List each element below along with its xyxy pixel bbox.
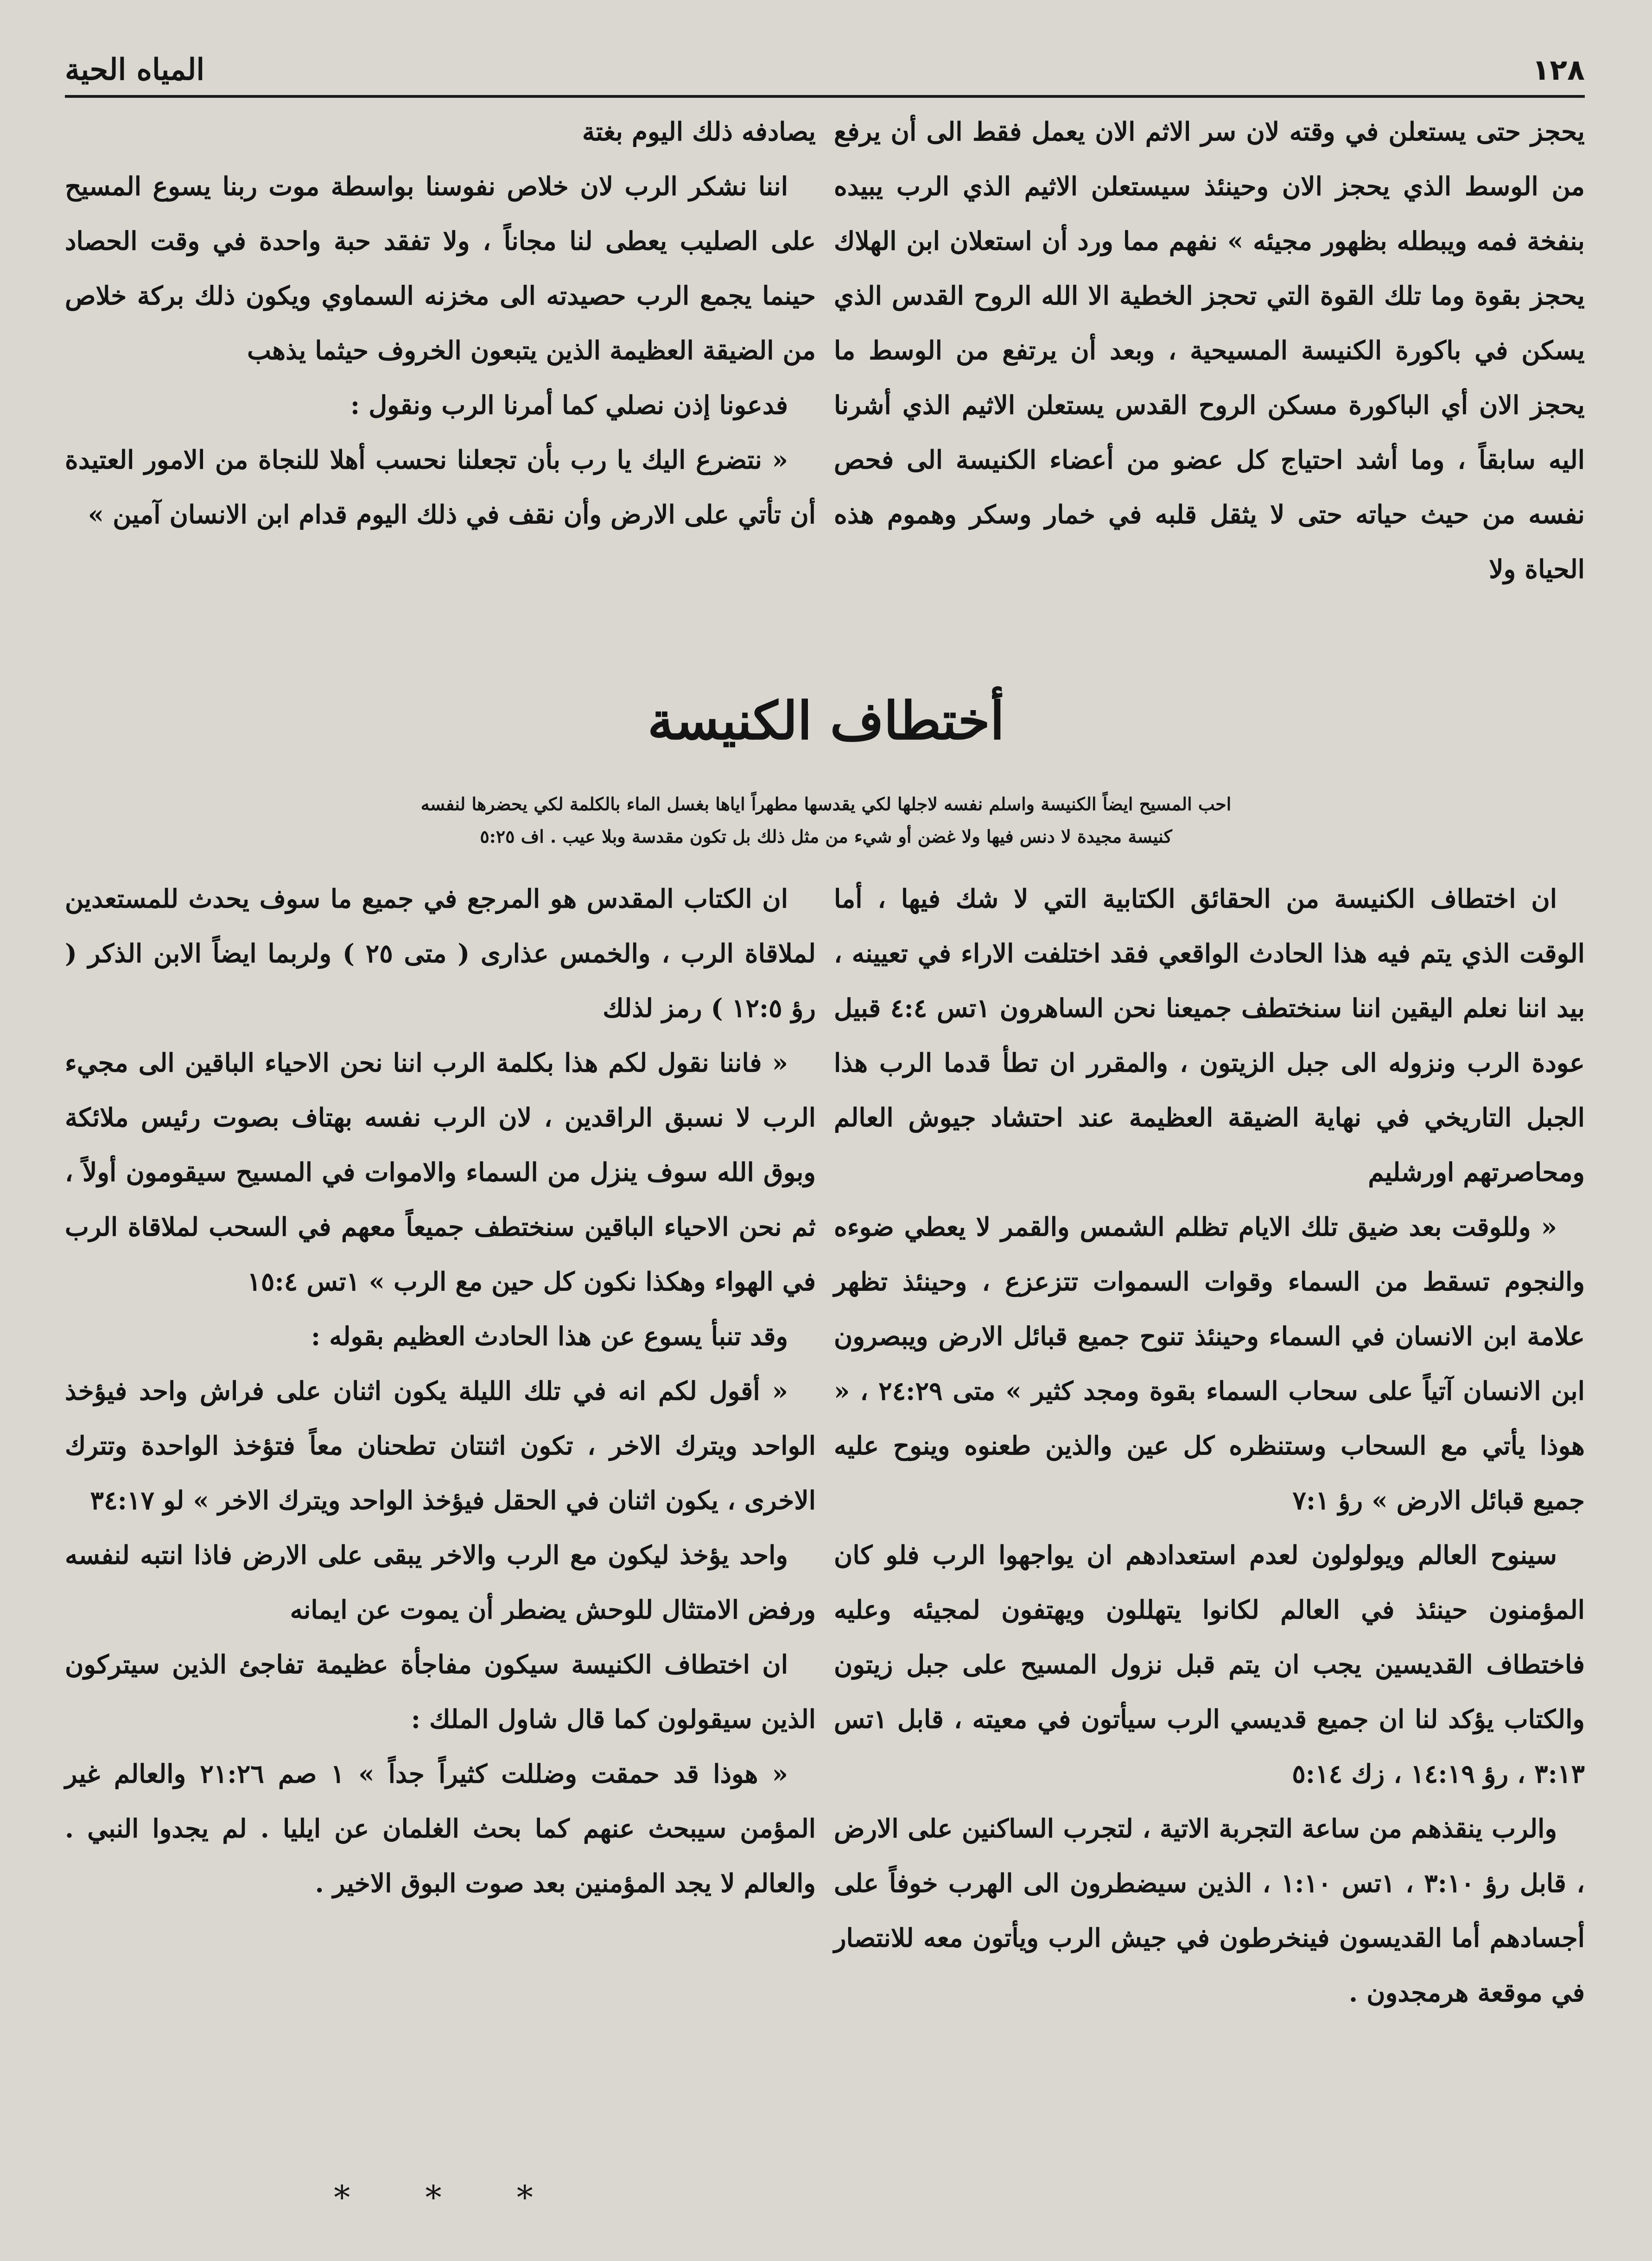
epigraph-line: احب المسيح ايضاً الكنيسة واسلم نفسه لاجلها لكي يقدسها مطهراً اياها بغسل الماء بالكلمة لكي يحضرها لنفسه [420, 794, 1232, 814]
article-title: أختطاف الكنيسة [648, 691, 1004, 751]
paragraph: سينوح العالم ويولولون لعدم استعدادهم ان يواجهوا الرب فلو كان المؤمنون حينئذ في العالم لكانوا يتهللون ويهتفون لمجيئه وعليه فاختطاف القديسين يجب ان يتم قبل نزول المسيح على جبل زيتون والكتاب يؤكد لنا ان جميع قديسي الرب سيأتون في معيته ، قابل ١تس ٣:١٣ ، رؤ ١٤:١٩ ، زك ٥:١٤ [834, 1540, 1585, 1789]
paragraph: والرب ينقذهم من ساعة التجربة الاتية ، لتجرب الساكنين على الارض ، قابل رؤ ٣:١٠ ، ١تس ١:١٠ ، الذين سيضطرون الى الهرب خوفاً على أجسادهم أما القديسون فينخرطون في جيش الرب ويأتون معه للانتصار في موقعة هرمجدون . [834, 1813, 1585, 2007]
paragraph: « وللوقت بعد ضيق تلك الايام تظلم الشمس والقمر لا يعطي ضوءه والنجوم تسقط من السماء وقوات السموات تتزعزع ، وحينئذ تظهر علامة ابن الانسان في السماء وحينئذ تنوح جميع قبائل الارض ويبصرون ابن الانسان آتياً على سحاب السماء بقوة ومجد كثير » متى ٢٤:٢٩ ، « هوذا يأتي مع السحاب وستنظره كل عين والذين طعنوه وينوح عليه جميع قبائل الارض » رؤ ٧:١ [834, 1212, 1585, 1515]
page-header [65, 44, 1585, 95]
epigraph-line: كنيسة مجيدة لا دنس فيها ولا غضن أو شيء من مثل ذلك بل تكون مقدسة وبلا عيب . اف ٥:٢٥ [480, 826, 1172, 847]
paragraph: واحد يؤخذ ليكون مع الرب والاخر يبقى على الارض فاذا انتبه لنفسه ورفض الامتثال للوحش يضطر أن يموت عن ايمانه [65, 1540, 816, 1625]
paragraph: ان الكتاب المقدس هو المرجع في جميع ما سوف يحدث للمستعدين لملاقاة الرب ، والخمس عذارى ( متى ٢٥ ) ولربما ايضاً الابن الذكر ( رؤ ١٢:٥ ) رمز لذلك [65, 883, 816, 1023]
page-number: ١٢٨ [1532, 52, 1585, 87]
paragraph: فدعونا إذن نصلي كما أمرنا الرب ونقول : [350, 390, 788, 420]
paragraph: « هوذا قد حمقت وضللت كثيراً جداً » ١ صم ٢١:٢٦ والعالم غير المؤمن سيبحث عنهم كما بحث الغلمان عن ايليا . لم يجدوا النبي . والعالم لا يجد المؤمنين بعد صوت البوق الاخير . [65, 1759, 816, 1898]
paragraph: اننا نشكر الرب لان خلاص نفوسنا بواسطة موت ربنا يسوع المسيح على الصليب يعطى لنا مجاناً ، ولا تفقد حبة واحدة في وقت الحصاد حينما يجمع الرب حصيدته الى مخزنه السماوي ويكون ذلك بركة خلاص من الضيقة العظيمة الذين يتبعون الخروف حيثما يذهب [65, 171, 816, 365]
section-end-stars: * * * [334, 2178, 565, 2217]
paragraph: يحجز حتى يستعلن في وقته لان سر الاثم الان يعمل فقط الى أن يرفع من الوسط الذي يحجز الان وحينئذ سيستعلن الاثيم الذي الرب يبيده بنفخة فمه ويبطله بظهور مجيئه » نفهم مما ورد أن استعلان ابن الهلاك يحجز بقوة وما تلك القوة التي تحجز الخطية الا الله الروح القدس الذي يسكن في باكورة الكنيسة المسيحية ، وبعد أن يرتفع من الوسط ما يحجز الان أي الباكورة مسكن الروح القدس يستعلن الاثيم الذي أشرنا اليه سابقاً ، وما أشد احتياج كل عضو من أعضاء الكنيسة الى فحص نفسه من حيث حياته حتى لا يثقل قلبه في خمار وسكر وهموم هذه الحياة ولا [834, 116, 1585, 584]
bottom-left-column [65, 871, 816, 1911]
header-rule [65, 95, 1585, 98]
paragraph: ان اختطاف الكنيسة سيكون مفاجأة عظيمة تفاجئ الذين سيتركون الذين سيقولون كما قال شاول الملك : [65, 1649, 816, 1734]
prayer-quote: « نتضرع اليك يا رب بأن تجعلنا نحسب أهلا للنجاة من الامور العتيدة أن تأتي على الارض وأن نقف في ذلك اليوم قدام ابن الانسان آمين » [65, 445, 816, 529]
top-left-column [65, 104, 816, 542]
bottom-right-column [834, 871, 1585, 2020]
epigraph [278, 788, 1374, 853]
top-right-column [834, 104, 1585, 597]
paragraph: يصادفه ذلك اليوم بغتة [582, 116, 816, 146]
paragraph: « فاننا نقول لكم هذا بكلمة الرب اننا نحن الاحياء الباقين الى مجيء الرب لا نسبق الراقدين ، لان الرب نفسه بهتاف بصوت رئيس ملائكة وبوق الله سوف ينزل من السماء والاموات في المسيح سيقومون أولاً ، ثم نحن الاحياء الباقين سنختطف جميعاً معهم في السحب لملاقاة الرب في الهواء وهكذا نكون كل حين مع الرب » ١تس ١٥:٤ [65, 1048, 816, 1296]
running-title: المياه الحية [65, 52, 205, 87]
paragraph: وقد تنبأ يسوع عن هذا الحادث العظيم بقوله : [311, 1321, 788, 1351]
paragraph: « أقول لكم انه في تلك الليلة يكون اثنان على فراش واحد فيؤخذ الواحد ويترك الاخر ، تكون اثنتان تطحنان معاً فتؤخذ الواحدة وتترك الاخرى ، يكون اثنان في الحقل فيؤخذ الواحد ويترك الاخر » لو ٣٤:١٧ [65, 1376, 816, 1515]
paragraph: ان اختطاف الكنيسة من الحقائق الكتابية التي لا شك فيها ، أما الوقت الذي يتم فيه هذا الحادث الواقعي فقد اختلفت الاراء في تعيينه ، بيد اننا نعلم اليقين اننا سنختطف جميعنا نحن الساهرون ١تس ٤:٤ قبيل عودة الرب ونزوله الى جبل الزيتون ، والمقرر ان تطأ قدما الرب هذا الجبل التاريخي في نهاية الضيقة العظيمة عند احتشاد جيوش العالم ومحاصرتهم اورشليم [834, 883, 1585, 1187]
